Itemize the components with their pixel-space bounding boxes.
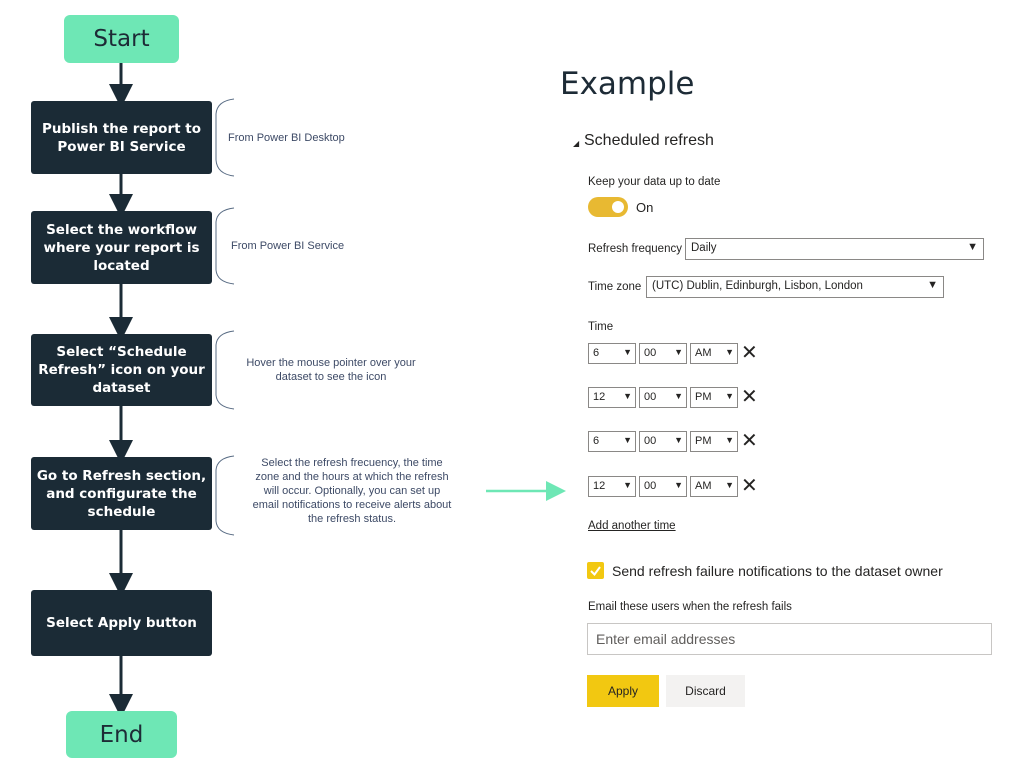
note-step2: From Power BI Service [231,240,345,252]
chevron-down-icon: ▼ [674,347,683,357]
chevron-down-icon: ▼ [725,347,734,357]
chevron-down-icon: ▼ [674,391,683,401]
section-title: Scheduled refresh [584,132,714,149]
ampm-select[interactable] [690,343,738,364]
hour-select[interactable] [588,431,636,452]
toggle-state-label: On [636,200,654,215]
email-users-label: Email these users when the refresh fails [588,601,792,613]
chevron-down-icon: ▼ [725,435,734,445]
step-label: Go to Refresh section, and configurate the schedule [36,467,207,520]
hour-select[interactable] [588,387,636,408]
note-step4: Select the refresh frecuency, the time zone and the hours at which the refresh will occur. Optionally, you can set up email notifications to receive alerts about the refresh status. [252,457,452,525]
keep-up-to-date-label: Keep your data up to date [588,176,721,188]
add-another-time-link[interactable]: Add another time [588,520,676,532]
step-select-workflow [31,211,212,284]
ampm-select[interactable] [690,387,738,408]
email-input[interactable] [587,623,992,655]
minute-select[interactable] [639,431,687,452]
refresh-toggle[interactable] [588,197,628,217]
notify-owner-checkbox[interactable] [587,562,604,579]
ampm-select[interactable] [690,476,738,497]
hour-select[interactable] [588,343,636,364]
chevron-down-icon: ▼ [674,480,683,490]
email-placeholder: Enter email addresses [596,631,736,647]
example-title: Example [560,66,695,102]
time-zone-select[interactable] [646,276,944,298]
minute-value: 00 [644,347,657,359]
ampm-select[interactable] [690,431,738,452]
time-zone-value: (UTC) Dublin, Edinburgh, Lisbon, London [652,280,863,292]
toggle-knob [612,201,624,213]
apply-button[interactable] [587,675,659,707]
hour-value: 6 [593,435,600,447]
remove-time-icon[interactable]: ✕ [741,430,758,452]
ampm-value: PM [695,391,712,403]
time-zone-label: Time zone [588,281,642,293]
minute-value: 00 [644,391,657,403]
note-step3: Hover the mouse pointer over your dataset to see the icon [246,357,416,383]
remove-time-icon[interactable]: ✕ [741,475,758,497]
step-label: Publish the report to Power BI Service [42,120,201,155]
step-label: Select the workflow where your report is located [43,221,200,274]
ampm-value: AM [695,347,712,359]
minute-value: 00 [644,435,657,447]
step-schedule-refresh-icon [31,334,212,406]
minute-select[interactable] [639,387,687,408]
start-label: Start [93,26,150,52]
chevron-down-icon: ▼ [623,435,632,445]
remove-time-icon[interactable]: ✕ [741,342,758,364]
start-terminal [64,15,179,63]
chevron-down-icon: ▼ [623,347,632,357]
remove-time-icon[interactable]: ✕ [741,386,758,408]
time-label: Time [588,321,614,333]
end-label: End [99,721,144,748]
note-step1: From Power BI Desktop [228,132,345,144]
brace-step4 [216,456,234,535]
hour-select[interactable] [588,476,636,497]
step-configure-schedule [31,457,212,530]
chevron-down-icon: ▼ [623,480,632,490]
step-label: Select “Schedule Refresh” icon on your dataset [38,344,205,396]
chevron-down-icon: ▼ [674,435,683,445]
refresh-frequency-select[interactable] [685,238,984,260]
chevron-down-icon: ▼ [927,279,938,291]
minute-value: 00 [644,480,657,492]
minute-select[interactable] [639,343,687,364]
ampm-value: AM [695,480,712,492]
chevron-down-icon: ▼ [725,391,734,401]
apply-label: Apply [607,684,639,698]
minute-select[interactable] [639,476,687,497]
ampm-value: PM [695,435,712,447]
chevron-down-icon: ▼ [623,391,632,401]
hour-value: 6 [593,347,600,359]
checkmark-icon [587,562,604,579]
hour-value: 12 [593,391,606,403]
refresh-frequency-value: Daily [691,242,717,254]
step-publish-report [31,101,212,174]
end-terminal [66,711,177,758]
step-select-apply [31,590,212,656]
hour-value: 12 [593,480,606,492]
chevron-down-icon: ▼ [967,241,978,253]
triangle-collapse-icon[interactable]: ◢ [573,139,580,148]
chevron-down-icon: ▼ [725,480,734,490]
step-label: Select Apply button [46,615,197,631]
discard-button[interactable] [666,675,745,707]
discard-label: Discard [685,684,726,698]
refresh-frequency-label: Refresh frequency [588,243,682,255]
notify-owner-label: Send refresh failure notifications to the dataset owner [612,563,943,579]
